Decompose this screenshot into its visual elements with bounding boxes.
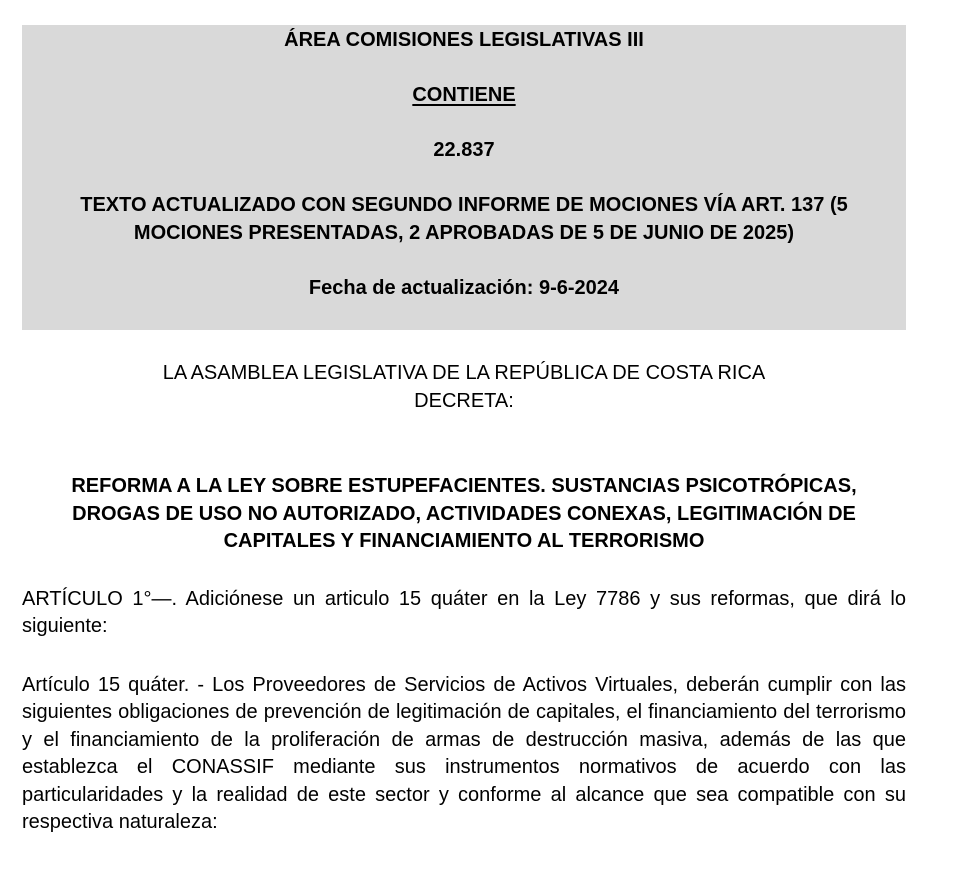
update-date: Fecha de actualización: 9-6-2024 [308, 276, 620, 299]
header-box [22, 25, 906, 330]
decree-heading-line: LA ASAMBLEA LEGISLATIVA DE LA REPÚBLICA DE COSTA RICA [162, 362, 766, 384]
contiene-underlined-text: CONTIENE [412, 84, 516, 106]
contiene-heading [28, 82, 900, 110]
area-comisiones-line: ÁREA COMISIONES LEGISLATIVAS III [284, 29, 644, 51]
decree-word: DECRETA: [414, 389, 514, 412]
article-1-intro-paragraph: ARTÍCULO 1°—. Adiciónese un articulo 15 quáter en la Ley 7786 y sus reformas, que dirá lo siguiente: [22, 587, 906, 637]
update-note: TEXTO ACTUALIZADO CON SEGUNDO INFORME DE MOCIONES VÍA ART. 137 (5 MOCIONES PRESENTADAS, 2 APROBADAS DE 5 DE JUNIO DE 2025) [80, 194, 848, 244]
document-content-column [22, 25, 906, 837]
decree-heading-block [22, 360, 906, 415]
law-title: REFORMA A LA LEY SOBRE ESTUPEFACIENTES. SUSTANCIAS PSICOTRÓPICAS, DROGAS DE USO NO AUTORIZADO, ACTIVIDADES CONEXAS, LEGITIMACIÓN DE CAPITALES Y FINANCIAMIENTO AL TERRORISMO [71, 475, 857, 552]
article-15-quater-paragraph: Artículo 15 quáter. - Los Proveedores de Servicios de Activos Virtuales, deberán cumplir con las siguientes obligaciones de prevención de legitimación de capitales, el financiamiento del terrorismo y el financiamiento de la proliferación de armas de destrucción masiva, además de las que establezca el CONASSIF mediante sus instrumentos normativos de acuerdo con las particularidades y la realidad de este sector y conforme al alcance que sea compatible con su respectiva naturaleza: [22, 673, 906, 833]
expediente-number: 22.837 [433, 139, 495, 161]
